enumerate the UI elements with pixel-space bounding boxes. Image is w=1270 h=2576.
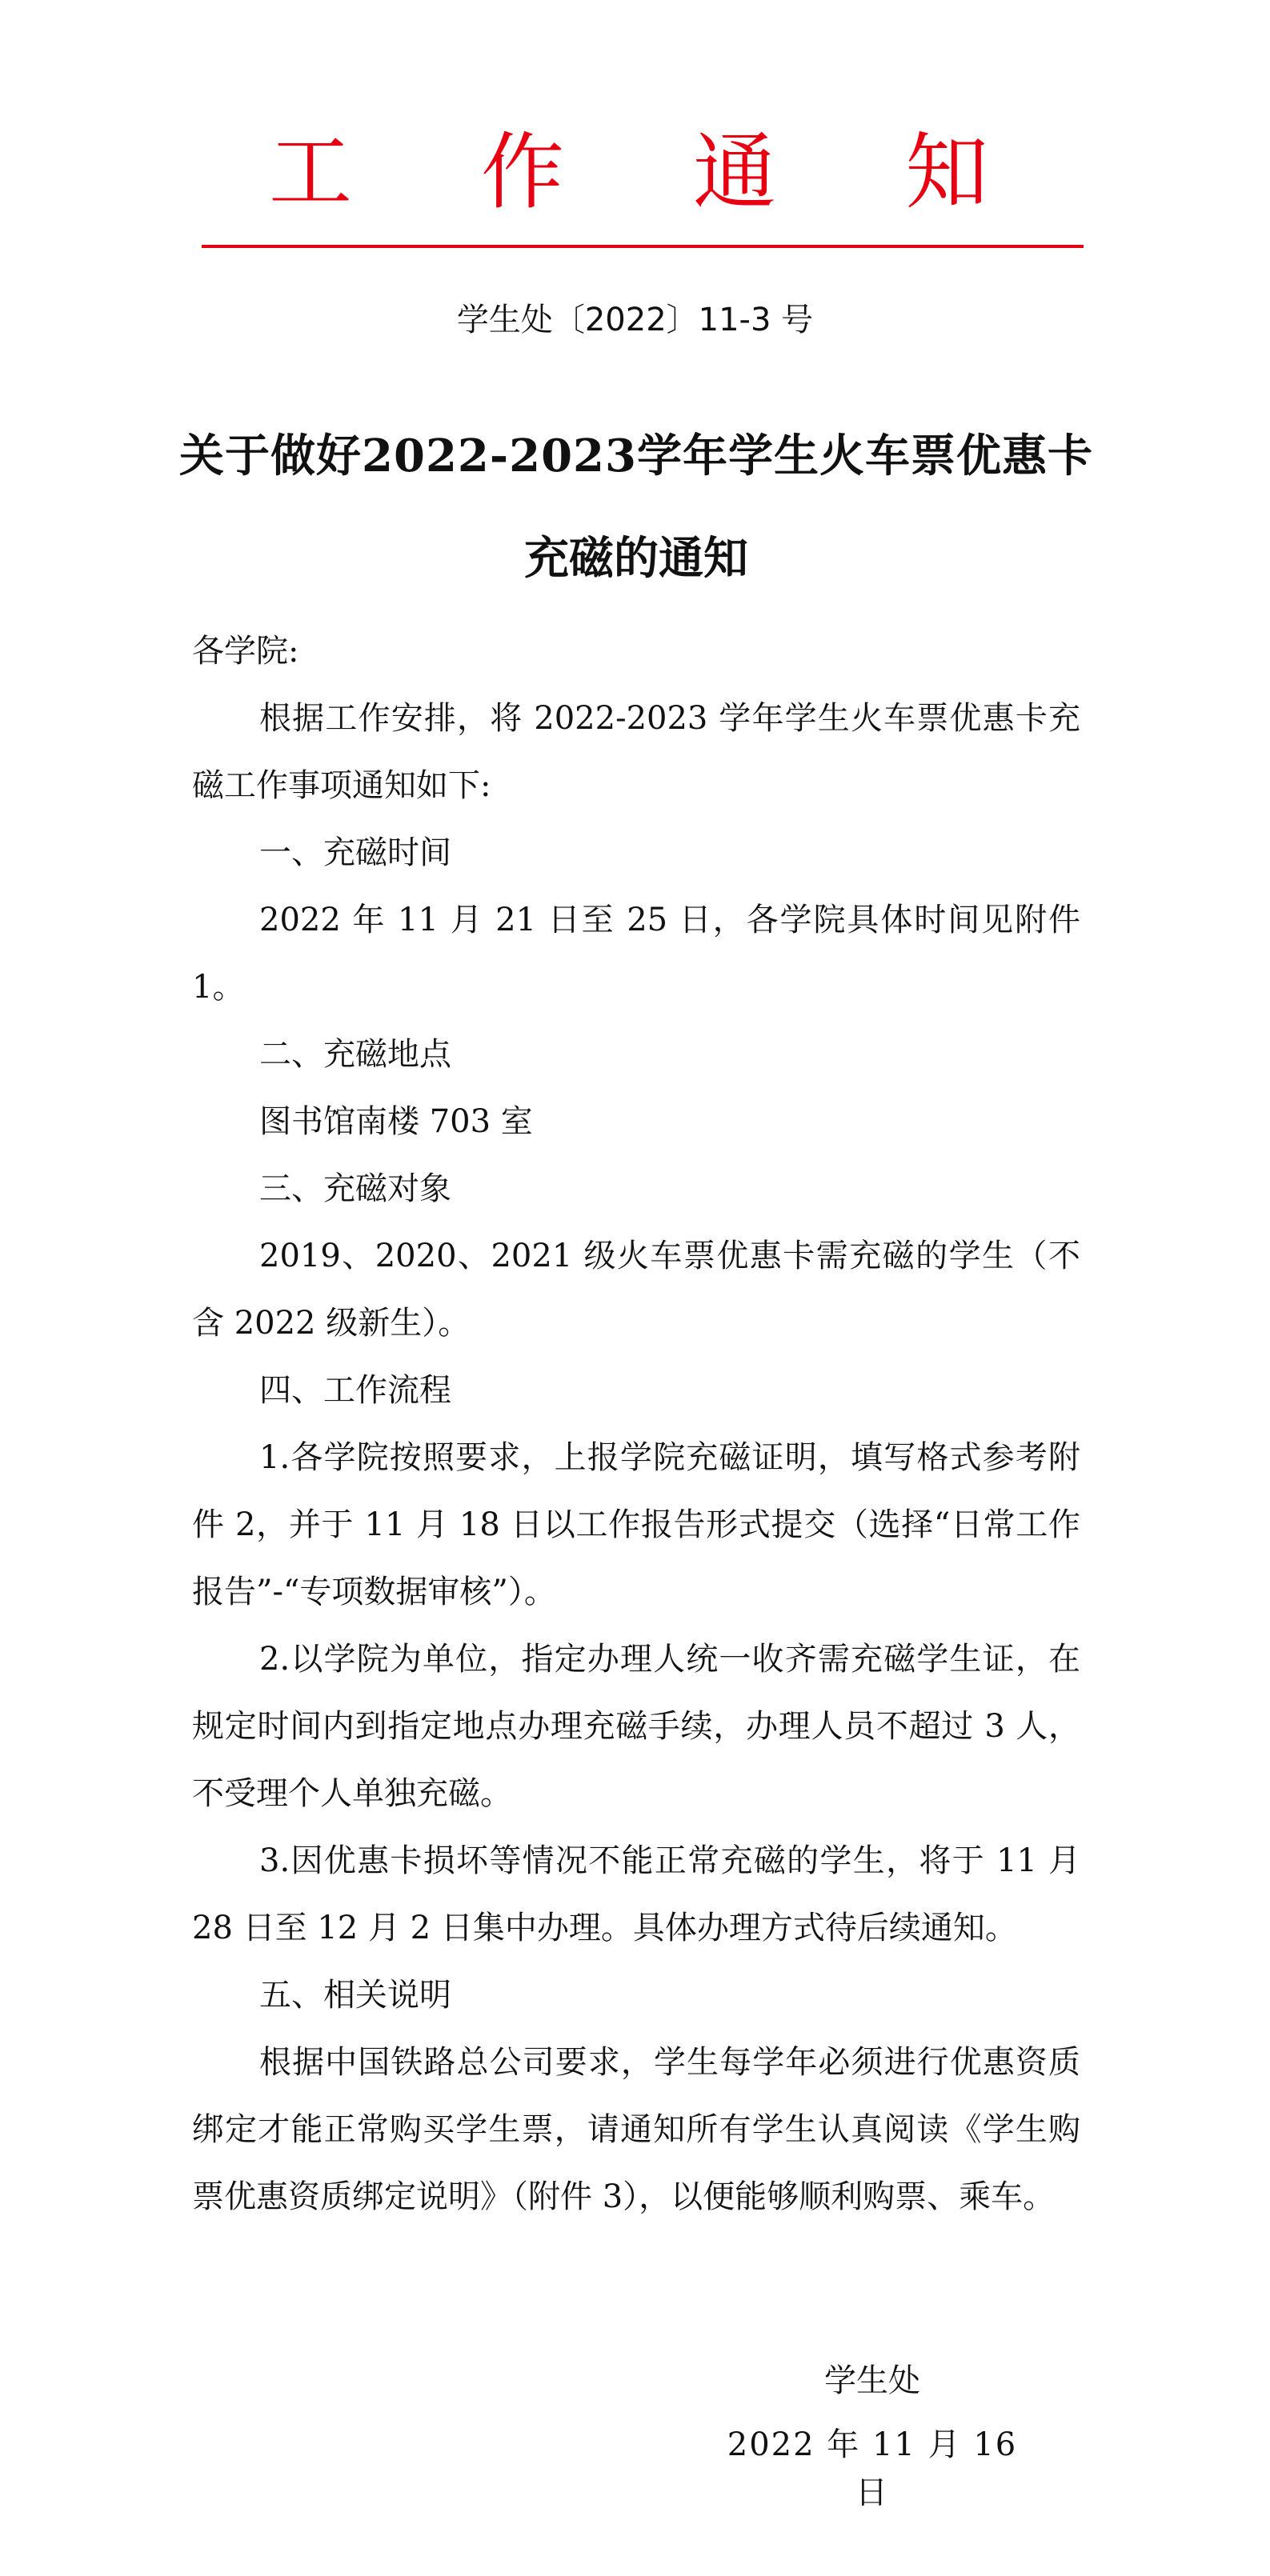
signature-date: 2022 年 11 月 16 日 [727,2426,1018,2511]
intro-paragraph: 根据工作安排，将 2022-2023 学年学生火车票优惠卡充磁工作事项通知如下: [192,700,1080,804]
document-title-line-1: 关于做好2022-2023学年学生火车票优惠卡 [179,430,1093,482]
salutation: 各学院: [192,633,299,670]
section-heading-target: 三、充磁对象 [259,1170,451,1207]
section-heading-time: 一、充磁时间 [259,834,451,871]
masthead-title: 工 作 通 知 [268,123,1040,221]
masthead-red-rule [202,245,1084,248]
signature-organization: 学生处 [824,2362,920,2399]
workflow-step-3: 3.因优惠卡损坏等情况不能正常充磁的学生，将于 11 月 28 日至 12 月 2 日集中办理。具体办理方式待后续通知。 [192,1842,1080,1946]
workflow-step-2: 2.以学院为单位，指定办理人统一收齐需充磁学生证，在规定时间内到指定地点办理充磁手续，办理人员不超过 3 人，不受理个人单独充磁。 [192,1641,1080,1812]
section-heading-notes: 五、相关说明 [259,1977,451,2014]
document-number: 学生处〔2022〕11-3 号 [456,302,814,338]
document-body [192,618,1080,2230]
section-paragraph: 图书馆南楼 703 室 [259,1103,533,1140]
section-paragraph: 根据中国铁路总公司要求，学生每学年必须进行优惠资质绑定才能正常购买学生票，请通知所有学生认真阅读《学生购票优惠资质绑定说明》（附件 3），以便能够顺利购票、乘车。 [192,2044,1080,2215]
workflow-step-1: 1.各学院按照要求，上报学院充磁证明，填写格式参考附件 2，并于 11 月 18 日以工作报告形式提交（选择“日常工作报告”-“专项数据审核”）。 [192,1439,1080,1610]
section-heading-location: 二、充磁地点 [259,1036,451,1073]
section-heading-workflow: 四、工作流程 [259,1372,451,1409]
section-paragraph: 2019、2020、2021 级火车票优惠卡需充磁的学生（不含 2022 级新生）。 [192,1238,1080,1342]
document-title-line-2: 充磁的通知 [524,532,748,585]
section-paragraph: 2022 年 11 月 21 日至 25 日，各学院具体时间见附件 1。 [192,902,1080,1006]
